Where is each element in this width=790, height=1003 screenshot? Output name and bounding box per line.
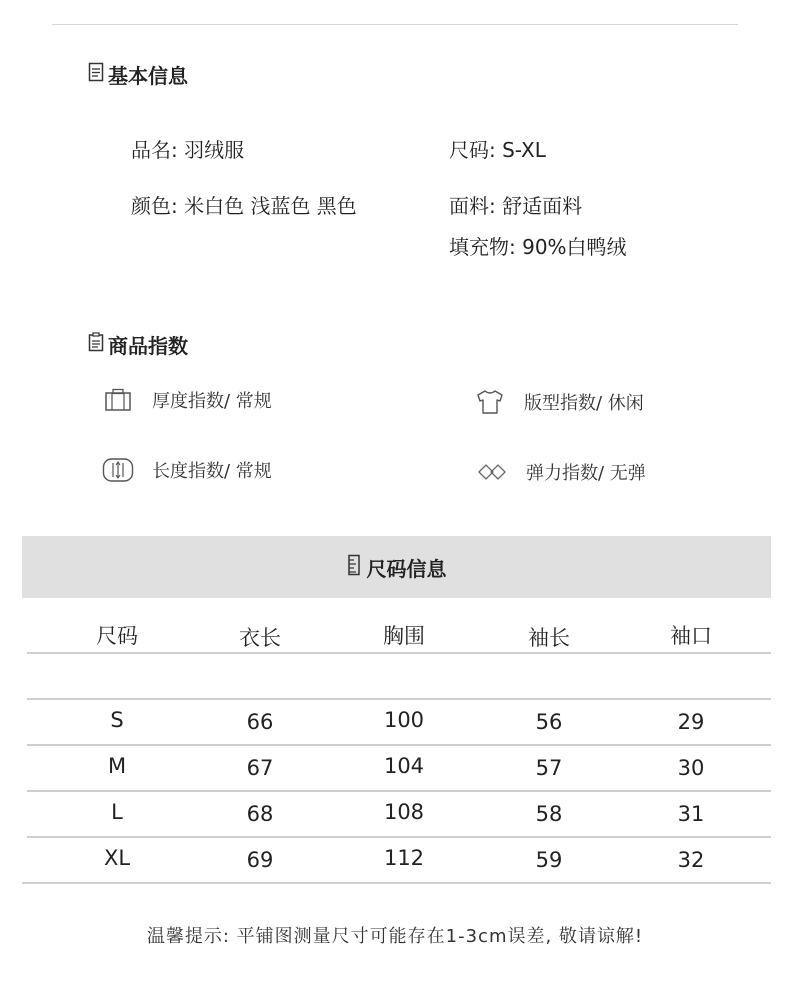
cell-cuff: 30 (677, 756, 705, 780)
row-divider (27, 836, 771, 838)
product-size-range: 尺码: S-XL (449, 138, 546, 162)
header-sleeve-length: 袖长 (528, 626, 570, 650)
cell-length: 67 (246, 756, 274, 780)
product-name: 品名: 羽绒服 (131, 138, 245, 162)
header-chest: 胸围 (383, 624, 425, 648)
table-row (27, 652, 771, 734)
cell-length: 66 (246, 710, 274, 734)
cell-cuff: 31 (677, 802, 705, 826)
ruler-icon (347, 554, 361, 581)
thickness-icon (102, 386, 134, 414)
basic-info-title: 基本信息 (108, 64, 188, 88)
cell-length: 69 (246, 848, 274, 872)
cell-chest: 100 (383, 708, 425, 732)
header-cuff: 袖口 (670, 624, 712, 648)
elasticity-label: 弹力指数/ 无弹 (526, 463, 646, 484)
basic-info-heading (88, 60, 188, 89)
fit-label: 版型指数/ 休闲 (524, 393, 644, 414)
table-row (27, 790, 771, 872)
table-row (27, 744, 771, 826)
cell-size: L (111, 800, 123, 824)
document-icon (88, 62, 104, 87)
cell-chest: 104 (383, 754, 425, 778)
index-title: 商品指数 (108, 334, 188, 358)
size-info-heading (22, 536, 771, 598)
product-filling: 填充物: 90%白鸭绒 (449, 235, 627, 259)
elasticity-index (476, 458, 646, 486)
thickness-label: 厚度指数/ 常规 (152, 391, 272, 412)
product-colors: 颜色: 米白色 浅蓝色 黑色 (131, 194, 357, 218)
footer-note: 温馨提示: 平铺图测量尺寸可能存在1-3cm误差, 敬请谅解! (146, 926, 644, 947)
length-icon (102, 456, 134, 484)
cell-size: S (110, 708, 124, 732)
cell-size: M (107, 754, 127, 778)
size-info-band (22, 536, 771, 598)
fit-index (474, 388, 644, 416)
size-table (27, 610, 771, 872)
cell-size: XL (103, 846, 131, 870)
cell-cuff: 32 (677, 848, 705, 872)
footer-divider (22, 882, 771, 884)
size-info-title: 尺码信息 (366, 556, 447, 581)
cell-sleeve-length: 58 (535, 802, 563, 826)
cell-sleeve-length: 57 (535, 756, 563, 780)
product-fabric: 面料: 舒适面料 (449, 194, 583, 218)
header-size: 尺码 (96, 624, 138, 648)
cell-chest: 108 (383, 800, 425, 824)
thickness-index (102, 386, 272, 414)
length-label: 长度指数/ 常规 (152, 461, 272, 482)
cell-cuff: 29 (677, 710, 705, 734)
length-index (102, 456, 272, 484)
index-heading (88, 330, 188, 359)
clipboard-icon (88, 332, 104, 357)
elasticity-icon (476, 458, 508, 486)
cell-sleeve-length: 56 (535, 710, 563, 734)
cell-length: 68 (246, 802, 274, 826)
cell-sleeve-length: 59 (535, 848, 563, 872)
table-row (27, 698, 771, 780)
table-header-row (27, 610, 771, 652)
cell-chest: 112 (383, 846, 425, 870)
top-divider (52, 24, 738, 25)
tshirt-icon (474, 388, 506, 416)
header-length: 衣长 (239, 626, 281, 650)
